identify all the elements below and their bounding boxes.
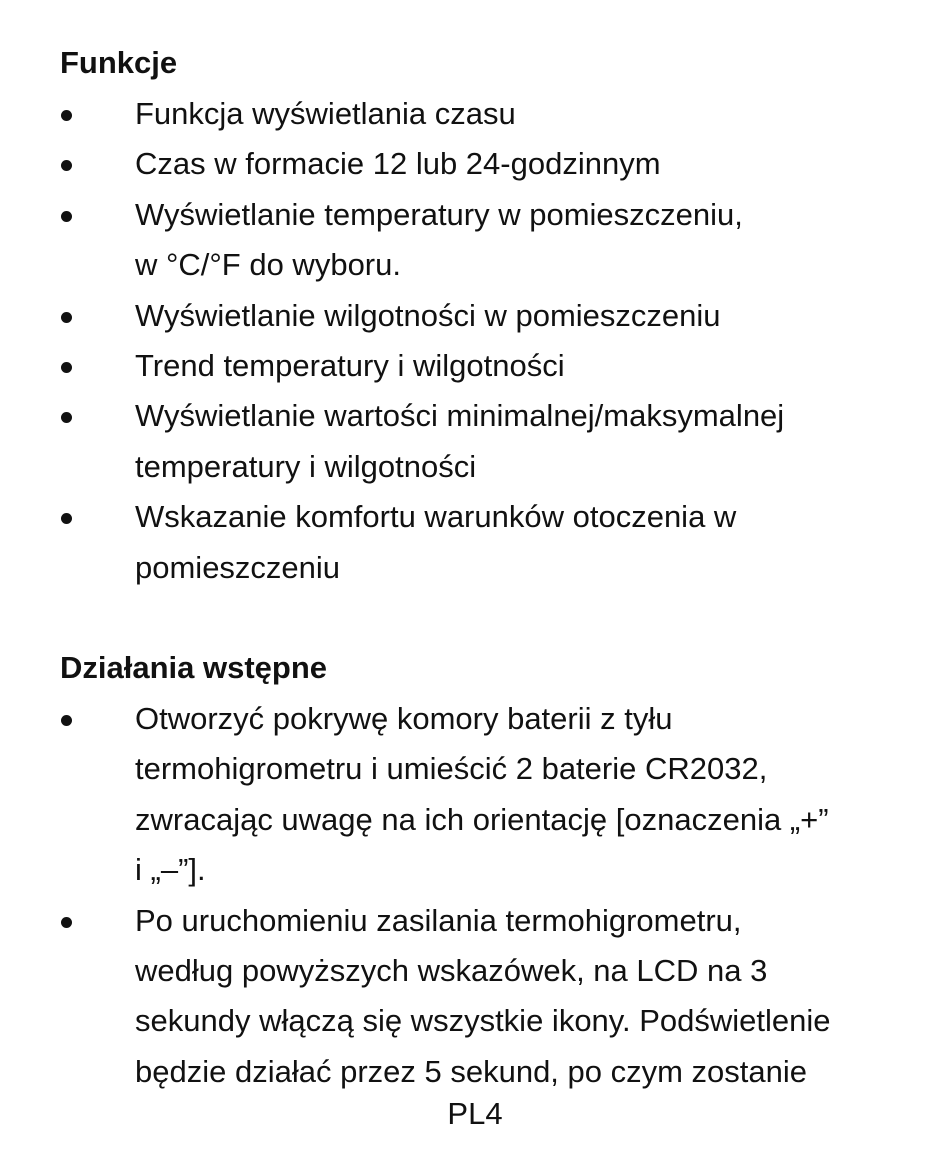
page-number: PL4	[447, 1096, 503, 1131]
section-heading-funkcje: Funkcje	[60, 45, 178, 80]
section-heading-dzialania-wstepne: Działania wstępne	[60, 650, 328, 685]
list-item-text: według powyższych wskazówek, na LCD na 3	[135, 953, 768, 989]
list-item-text: Wyświetlanie temperatury w pomieszczeniu,	[135, 196, 743, 232]
list-item	[0, 139, 895, 189]
bullet-icon	[61, 110, 72, 121]
list-item-text: będzie działać przez 5 sekund, po czym zostanie	[135, 1053, 808, 1089]
list-item-text: Trend temperatury i wilgotności	[135, 348, 565, 384]
list-item	[0, 391, 895, 492]
list-item	[0, 694, 895, 896]
bullet-icon	[61, 715, 72, 726]
list-item-text: Otworzyć pokrywę komory baterii z tyłu	[135, 701, 673, 736]
list-item-text: Po uruchomieniu zasilania termohigrometru,	[135, 902, 742, 938]
bullet-icon	[61, 917, 72, 928]
list-item-text: Wyświetlanie wartości minimalnej/maksymalnej	[135, 398, 785, 434]
list-item-text: sekundy włączą się wszystkie ikony. Podświetlenie	[135, 1003, 831, 1039]
list-item-text: i „–”].	[135, 852, 206, 888]
list-item-text: Wskazanie komfortu warunków otoczenia w	[135, 499, 737, 535]
list-item-text: Funkcja wyświetlania czasu	[135, 96, 516, 131]
list-item-text: pomieszczeniu	[135, 549, 341, 585]
bullet-icon	[61, 412, 72, 423]
bullet-icon	[61, 160, 72, 171]
bullet-icon	[61, 211, 72, 222]
features-list	[0, 89, 895, 593]
list-item	[0, 896, 895, 1098]
list-item-text: Wyświetlanie wilgotności w pomieszczeniu	[135, 297, 721, 333]
bullet-icon	[61, 513, 72, 524]
list-item-text: temperatury i wilgotności	[135, 448, 477, 484]
list-item-text: zwracając uwagę na ich orientację [oznaczenia „+”	[135, 801, 829, 837]
bullet-icon	[61, 362, 72, 373]
initial-steps-list	[0, 694, 895, 1097]
list-item	[0, 341, 895, 391]
list-item-text: termohigrometru i umieścić 2 baterie CR2032,	[135, 751, 768, 787]
list-item	[0, 89, 895, 139]
bullet-icon	[61, 312, 72, 323]
list-item	[0, 492, 895, 593]
list-item-text: w °C/°F do wyboru.	[135, 247, 401, 283]
list-item	[0, 291, 895, 341]
list-item-text: Czas w formacie 12 lub 24-godzinnym	[135, 146, 661, 182]
list-item	[0, 190, 895, 291]
